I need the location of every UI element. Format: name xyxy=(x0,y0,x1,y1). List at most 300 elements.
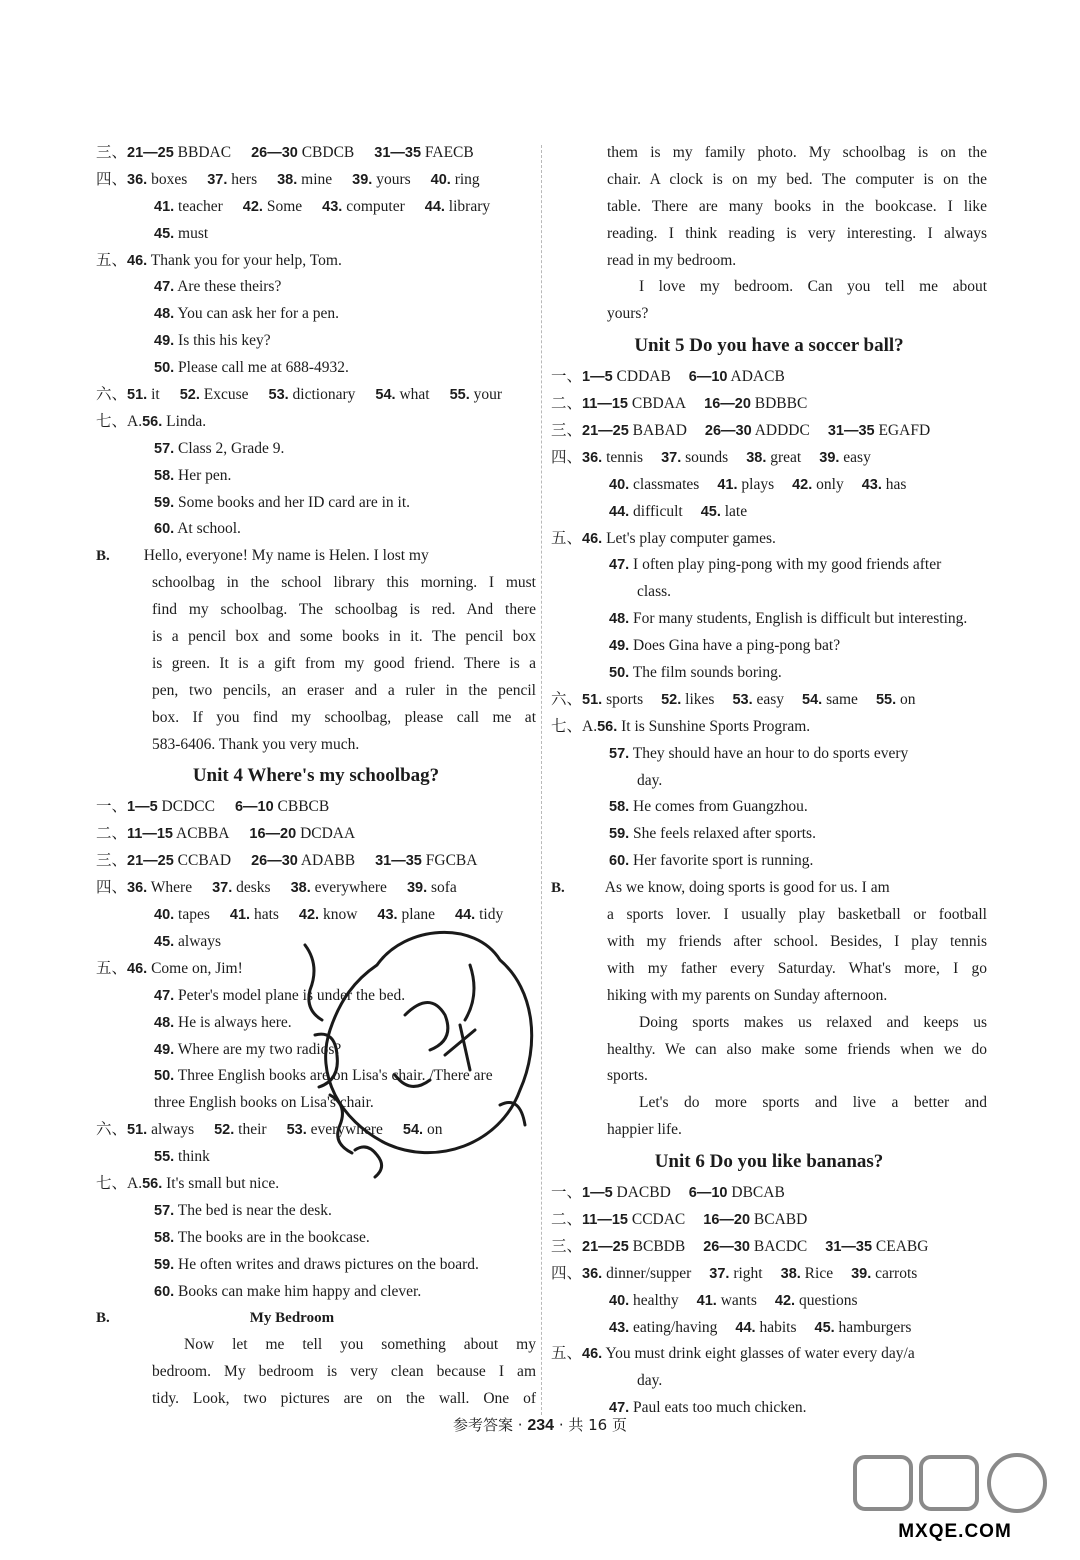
question-number: 38. xyxy=(746,449,767,466)
answer-item: 60. Books can make him happy and clever. xyxy=(154,1282,422,1300)
answer-row xyxy=(96,248,536,275)
passage-marker: B. xyxy=(96,1310,110,1327)
question-number: 42. xyxy=(774,1292,796,1309)
answer-row xyxy=(96,194,536,221)
question-number: 50. xyxy=(154,1068,175,1085)
question-number: 44. xyxy=(455,907,476,924)
answer-row xyxy=(96,328,536,355)
answer-item: 42. only xyxy=(792,475,844,493)
passage-line: tidy. Look, two pictures are on the wall. One of xyxy=(152,1390,536,1408)
answer-row xyxy=(96,490,536,517)
passage-line: table. There are many books in the bookcase. I like xyxy=(607,197,987,215)
passage-line: is a pencil box and some books in it. The pencil box xyxy=(152,628,536,646)
question-number: 37. xyxy=(212,880,233,897)
answer-row xyxy=(96,516,536,543)
section-marker: 七、A. xyxy=(96,412,143,430)
logo-char-box xyxy=(921,1457,977,1509)
answer-item: 39. carrots xyxy=(851,1264,918,1282)
answer-item: 11—15 CBDAA xyxy=(582,395,687,413)
passage-text: Hello, everyone! My name is Helen. I lost my xyxy=(143,547,429,565)
answer-item: 26—30 CBDCB xyxy=(251,144,355,161)
passage-text: As we know, doing sports is good for us. I am xyxy=(604,879,890,897)
question-number: 37. xyxy=(709,1265,730,1282)
question-number: 52. xyxy=(661,691,682,708)
answer-row xyxy=(96,409,536,436)
passage-line: Now let me tell you something about my xyxy=(184,1336,536,1354)
passage-marker: B. xyxy=(551,880,565,897)
answer-row xyxy=(551,821,987,848)
section-marker: 二、 xyxy=(551,395,583,413)
answer-item: 44. difficult xyxy=(609,502,683,520)
question-number: 11—15 xyxy=(582,1211,628,1228)
answer-row xyxy=(551,687,987,714)
answer-item: 36. tennis xyxy=(582,448,644,466)
question-number: 40. xyxy=(430,171,451,188)
question-number: 6—10 xyxy=(688,1185,728,1202)
answer-item: 53. dictionary xyxy=(268,386,356,404)
answer-item: 43. eating/having xyxy=(609,1318,718,1336)
question-number: 59. xyxy=(609,826,630,843)
question-number: 40. xyxy=(154,907,175,924)
answer-item: 52. likes xyxy=(661,690,715,708)
answer-row xyxy=(96,167,536,194)
question-number: 38. xyxy=(780,1265,801,1282)
answer-item: 55. your xyxy=(449,386,503,404)
question-number: 50. xyxy=(609,665,630,682)
answer-item: 39. sofa xyxy=(406,879,457,897)
answer-item: 38. everywhere xyxy=(290,879,387,897)
page-number: 234 xyxy=(527,1417,555,1434)
answer-row xyxy=(96,794,536,821)
answer-row xyxy=(551,1341,987,1368)
question-number: 38. xyxy=(277,171,298,188)
section-marker: 四、 xyxy=(96,170,128,188)
question-number: 43. xyxy=(377,907,398,924)
question-number: 54. xyxy=(375,387,396,404)
question-number: 39. xyxy=(819,449,840,466)
section-marker: 六、 xyxy=(551,690,583,708)
answer-row xyxy=(551,1180,987,1207)
question-number: 41. xyxy=(696,1292,717,1309)
answer-item: 37. right xyxy=(709,1264,763,1282)
question-number: 21—25 xyxy=(127,145,174,161)
answer-item: 37. sounds xyxy=(661,448,729,466)
answer-item: 58. The books are in the bookcase. xyxy=(154,1228,370,1246)
answer-row xyxy=(551,579,987,606)
question-number: 53. xyxy=(268,387,289,404)
answer-item: 21—25 BCBDB xyxy=(582,1237,686,1255)
passage-line xyxy=(96,543,536,570)
answer-row xyxy=(551,606,987,633)
passage-line: Doing sports makes us relaxed and keeps us xyxy=(639,1013,987,1031)
handwritten-scribble-watermark xyxy=(285,905,550,1180)
question-number: 55. xyxy=(875,691,897,708)
answer-item: 59. He often writes and draws pictures on the board. xyxy=(154,1255,479,1273)
question-number: 41. xyxy=(229,907,251,924)
page-footer xyxy=(0,1414,1080,1435)
question-number: 45. xyxy=(154,225,175,242)
answer-item: 11—15 CCDAC xyxy=(582,1210,686,1228)
question-number: 16—20 xyxy=(249,826,297,843)
question-number: 39. xyxy=(352,171,373,188)
right-column xyxy=(551,140,987,1422)
answer-item: 1—5 DACBD xyxy=(582,1184,671,1202)
question-number: 44. xyxy=(735,1319,756,1336)
answer-item: 49. Is this his key? xyxy=(154,332,271,350)
answer-item: 41. plays xyxy=(717,475,775,493)
answer-item: 45. late xyxy=(700,502,748,520)
question-number: 16—20 xyxy=(703,1211,751,1228)
answer-row xyxy=(96,463,536,490)
answer-item: 39. yours xyxy=(352,170,411,188)
question-number: 50. xyxy=(154,360,175,377)
question-number: 6—10 xyxy=(688,369,728,386)
question-number: 57. xyxy=(609,745,630,762)
question-number: 36. xyxy=(127,171,148,188)
answer-item: 47. Are these theirs? xyxy=(154,278,282,296)
passage-line: them is my family photo. My schoolbag is on the xyxy=(607,144,987,161)
question-number: 41. xyxy=(717,476,738,493)
answer-item: 56. It's small but nice. xyxy=(142,1174,280,1192)
passage-line: with my friends after school. Besides, I play tennis xyxy=(607,932,987,950)
question-number: 54. xyxy=(802,691,823,708)
answer-item: 16—20 DCDAA xyxy=(249,825,356,843)
section-marker: 四、 xyxy=(551,448,583,466)
section-marker: 五、 xyxy=(551,529,583,547)
passage-line: read in my bedroom. xyxy=(607,251,737,269)
section-marker: 七、A. xyxy=(551,717,598,735)
answer-item: 31—35 FGCBA xyxy=(375,852,478,870)
answer-item: 6—10 CBBCB xyxy=(234,798,330,816)
passage-line: Let's do more sports and live a better and xyxy=(639,1094,987,1112)
mxqe-logo-watermark xyxy=(847,1451,1062,1546)
answer-item: 45. must xyxy=(154,224,209,242)
answer-item: 1—5 CDDAB xyxy=(582,368,671,386)
answer-row xyxy=(96,436,536,463)
passage-line: healthy. We can also make some friends when we do xyxy=(607,1040,987,1058)
answer-row xyxy=(96,821,536,848)
question-number: 53. xyxy=(732,691,753,708)
answer-item: 16—20 BDBBC xyxy=(704,395,808,413)
answer-item: 48. For many students, English is difficult but interesting. xyxy=(609,610,968,628)
question-number: 39. xyxy=(851,1265,872,1282)
question-number: 40. xyxy=(609,476,630,493)
answer-item: 44. library xyxy=(424,197,491,215)
question-number: 54. xyxy=(402,1122,424,1139)
answer-item: 38. Rice xyxy=(780,1264,834,1282)
passage-line: schoolbag in the school library this morning. I must xyxy=(152,574,536,592)
answer-item: 26—30 BACDC xyxy=(703,1237,808,1255)
answer-item: 59. Some books and her ID card are in it. xyxy=(154,493,411,511)
answer-row xyxy=(96,1252,536,1279)
answer-row xyxy=(96,140,536,167)
answer-item: 40. tapes xyxy=(154,906,210,924)
answer-row xyxy=(551,552,987,579)
answer-item: 45. hamburgers xyxy=(814,1318,912,1336)
answer-item: 42. Some xyxy=(242,197,303,215)
section-marker: 五、 xyxy=(551,1345,583,1363)
question-number: 1—5 xyxy=(582,1185,613,1202)
answer-row xyxy=(551,633,987,660)
passage-line: reading. I think reading is very interesting. I always xyxy=(607,224,987,242)
answer-item: 59. She feels relaxed after sports. xyxy=(609,825,816,843)
answer-row xyxy=(96,1279,536,1306)
answer-item: 16—20 BCABD xyxy=(703,1210,808,1228)
answer-row xyxy=(551,768,987,795)
answer-item: 51. sports xyxy=(582,690,644,708)
question-number: 41. xyxy=(154,198,175,215)
answer-item: 46. You must drink eight glasses of water every day/a xyxy=(582,1345,915,1363)
question-number: 26—30 xyxy=(704,423,752,440)
question-number: 36. xyxy=(582,449,603,466)
answer-item: 50. Please call me at 688-4932. xyxy=(154,359,349,377)
question-number: 45. xyxy=(700,503,721,520)
answer-row xyxy=(551,1315,987,1342)
question-number: 49. xyxy=(609,638,630,655)
answer-row xyxy=(96,221,536,248)
answer-item: 36. dinner/supper xyxy=(582,1264,692,1282)
question-number: 44. xyxy=(424,198,445,215)
question-number: 37. xyxy=(207,171,228,188)
answer-row xyxy=(551,1207,987,1234)
answer-item: 41. teacher xyxy=(154,197,223,215)
answer-item: 38. great xyxy=(746,448,802,466)
answer-item: 36. boxes xyxy=(127,170,188,188)
section-marker: 二、 xyxy=(96,825,128,843)
answer-item: 6—10 ADACB xyxy=(688,368,785,386)
answer-item: 43. has xyxy=(861,475,907,493)
question-number: 40. xyxy=(609,1292,630,1309)
answer-item: 46. Let's play computer games. xyxy=(582,529,776,547)
answer-item: 41. wants xyxy=(696,1291,757,1309)
question-number: 42. xyxy=(298,907,320,924)
answer-row xyxy=(551,391,987,418)
answer-item: 1—5 DCDCC xyxy=(127,798,215,816)
question-number: 21—25 xyxy=(582,1238,629,1255)
answer-item: 48. You can ask her for a pen. xyxy=(154,305,340,323)
answer-item: 40. healthy xyxy=(609,1291,679,1309)
answer-item: 60. Her favorite sport is running. xyxy=(609,852,814,870)
answer-item: 43. plane xyxy=(377,906,436,924)
question-number: 60. xyxy=(154,521,175,538)
question-number: 48. xyxy=(154,1014,175,1031)
section-marker: 七、A. xyxy=(96,1174,143,1192)
question-number: 46. xyxy=(582,1346,603,1363)
question-number: 52. xyxy=(214,1122,235,1139)
left-column xyxy=(96,140,536,1413)
answer-row xyxy=(551,364,987,391)
answer-item: 37. desks xyxy=(212,879,271,897)
answer-item: 58. Her pen. xyxy=(154,466,232,484)
answer-item: 44. tidy xyxy=(455,906,504,924)
section-marker: 四、 xyxy=(551,1264,583,1282)
question-number: 47. xyxy=(609,1400,630,1417)
question-number: 43. xyxy=(322,198,343,215)
answer-row xyxy=(551,499,987,526)
answer-item: 57. The bed is near the desk. xyxy=(154,1201,332,1219)
question-number: 48. xyxy=(154,306,175,323)
question-number: 58. xyxy=(154,467,175,484)
answer-row xyxy=(551,1234,987,1261)
answer-row xyxy=(96,382,536,409)
answer-row xyxy=(96,274,536,301)
answer-row xyxy=(551,1368,987,1395)
answer-item: 54. what xyxy=(375,386,430,404)
question-number: 51. xyxy=(582,691,603,708)
answer-row xyxy=(551,445,987,472)
answer-row xyxy=(96,848,536,875)
answer-item: three English books on Lisa's chair. xyxy=(154,1094,374,1112)
answer-item: class. xyxy=(637,583,672,601)
answer-row xyxy=(551,660,987,687)
question-number: 58. xyxy=(609,799,630,816)
answer-item: 41. hats xyxy=(229,906,279,924)
passage-line: bedroom. My bedroom is very clean because I am xyxy=(152,1363,536,1381)
answer-row xyxy=(96,1225,536,1252)
question-number: 1—5 xyxy=(582,369,613,386)
section-marker: 六、 xyxy=(96,1121,128,1139)
answer-row xyxy=(96,301,536,328)
answer-item: 36. Where xyxy=(127,879,193,897)
answer-row xyxy=(551,1288,987,1315)
answer-item: 11—15 ACBBA xyxy=(127,825,230,843)
section-marker: 三、 xyxy=(96,144,128,161)
question-number: 52. xyxy=(179,387,200,404)
question-number: 47. xyxy=(154,279,175,296)
section-marker: 二、 xyxy=(551,1210,583,1228)
question-number: 43. xyxy=(861,476,882,493)
answer-item: 45. always xyxy=(154,932,222,950)
question-number: 49. xyxy=(154,1041,175,1058)
answer-item: 46. Come on, Jim! xyxy=(127,959,243,977)
answer-row xyxy=(96,355,536,382)
answer-item: 53. everywhere xyxy=(286,1121,383,1139)
question-number: 16—20 xyxy=(704,396,751,413)
question-number: 42. xyxy=(242,198,263,215)
question-number: 45. xyxy=(154,933,175,950)
answer-row xyxy=(96,875,536,902)
answer-item: 53. easy xyxy=(732,690,785,708)
answer-row xyxy=(551,418,987,445)
passage-line: 583-6406. Thank you very much. xyxy=(152,735,360,753)
question-number: 26—30 xyxy=(251,853,298,870)
question-number: 46. xyxy=(127,252,148,269)
logo-text: MXQE.COM xyxy=(898,1521,1012,1542)
section-marker: 三、 xyxy=(96,852,128,870)
answer-item: 56. It is Sunshine Sports Program. xyxy=(597,717,811,735)
answer-item: 54. on xyxy=(402,1121,443,1139)
question-number: 43. xyxy=(609,1319,630,1336)
question-number: 53. xyxy=(286,1122,307,1139)
question-number: 51. xyxy=(127,1122,148,1139)
answer-row xyxy=(551,472,987,499)
question-number: 39. xyxy=(406,880,428,897)
question-number: 42. xyxy=(792,476,813,493)
section-marker: 三、 xyxy=(551,422,583,440)
answer-item: 60. At school. xyxy=(154,520,241,538)
question-number: 56. xyxy=(597,718,618,735)
answer-item: 55. on xyxy=(875,690,916,708)
answer-item: 21—25 BABAD xyxy=(582,422,687,440)
answer-row xyxy=(551,1261,987,1288)
logo-char-circle xyxy=(989,1455,1045,1511)
answer-item: 55. think xyxy=(154,1148,210,1166)
passage-line: a sports lover. I usually play basketball or football xyxy=(607,906,987,924)
answer-row xyxy=(551,526,987,553)
question-number: 47. xyxy=(609,557,630,574)
answer-item: 51. always xyxy=(127,1121,195,1139)
passage-line: box. If you find my schoolbag, please call me at xyxy=(152,708,536,726)
answer-row xyxy=(551,741,987,768)
answer-item: 21—25 CCBAD xyxy=(127,852,232,870)
answer-item: 44. habits xyxy=(735,1318,797,1336)
question-number: 21—25 xyxy=(127,853,174,870)
answer-item: 46. Thank you for your help, Tom. xyxy=(127,251,342,269)
passage-line: find my schoolbag. The schoolbag is red. And there xyxy=(152,601,536,619)
answer-item: 42. questions xyxy=(774,1291,858,1309)
answer-item: 37. hers xyxy=(207,170,258,188)
unit-6-title: Unit 6 Do you like bananas? xyxy=(654,1151,884,1173)
answer-item: 26—30 ADDDC xyxy=(704,422,810,440)
question-number: 38. xyxy=(290,880,311,897)
question-number: 60. xyxy=(154,1283,175,1300)
answer-item: 49. Does Gina have a ping-pong bat? xyxy=(609,637,841,655)
passage-line: sports. xyxy=(607,1067,648,1085)
answer-item: 47. I often play ping-pong with my good friends after xyxy=(609,556,942,574)
passage-line: is green. It is a gift from my good friend. There is a xyxy=(152,654,536,672)
answer-item: day. xyxy=(637,771,663,789)
passage-b-title-row xyxy=(96,1305,536,1332)
question-number: 57. xyxy=(154,1202,175,1219)
section-marker: 四、 xyxy=(96,879,128,897)
footer-label: 参考答案 · xyxy=(453,1416,523,1434)
passage-marker: B. xyxy=(96,548,110,565)
question-number: 45. xyxy=(814,1319,835,1336)
passage-line: chair. A clock is on my bed. The computer is on the xyxy=(607,170,987,188)
column-divider xyxy=(541,145,542,1415)
answer-item: 57. They should have an hour to do sports every xyxy=(609,744,909,762)
answer-item: 42. know xyxy=(298,906,358,924)
passage-title: My Bedroom xyxy=(249,1310,335,1327)
question-number: 59. xyxy=(154,494,175,511)
question-number: 51. xyxy=(127,387,148,404)
answer-row xyxy=(551,714,987,741)
passage-line xyxy=(551,875,987,902)
question-number: 47. xyxy=(154,987,175,1004)
question-number: 56. xyxy=(142,1175,163,1192)
answer-item: 51. it xyxy=(127,386,160,404)
question-number: 46. xyxy=(582,530,603,547)
answer-row xyxy=(96,1198,536,1225)
answer-item: 56. Linda. xyxy=(142,412,207,430)
question-number: 60. xyxy=(609,853,630,870)
answer-item: 21—25 BBDAC xyxy=(127,144,232,161)
logo-char-box xyxy=(855,1457,911,1509)
passage-line: yours? xyxy=(607,305,649,323)
question-number: 31—35 xyxy=(375,853,422,870)
section-marker: 一、 xyxy=(551,368,583,386)
answer-item: 49. Where are my two radios? xyxy=(154,1040,342,1058)
answer-item: 57. Class 2, Grade 9. xyxy=(154,439,285,457)
passage-line: happier life. xyxy=(607,1121,682,1139)
passage-line: hiking with my parents on Sunday afternoon. xyxy=(607,986,888,1004)
answer-item: 43. computer xyxy=(322,197,405,215)
question-number: 11—15 xyxy=(127,826,173,843)
question-number: 31—35 xyxy=(827,423,875,440)
question-number: 26—30 xyxy=(703,1238,750,1255)
answer-item: 31—35 FAECB xyxy=(374,144,474,161)
section-marker: 六、 xyxy=(96,386,128,404)
